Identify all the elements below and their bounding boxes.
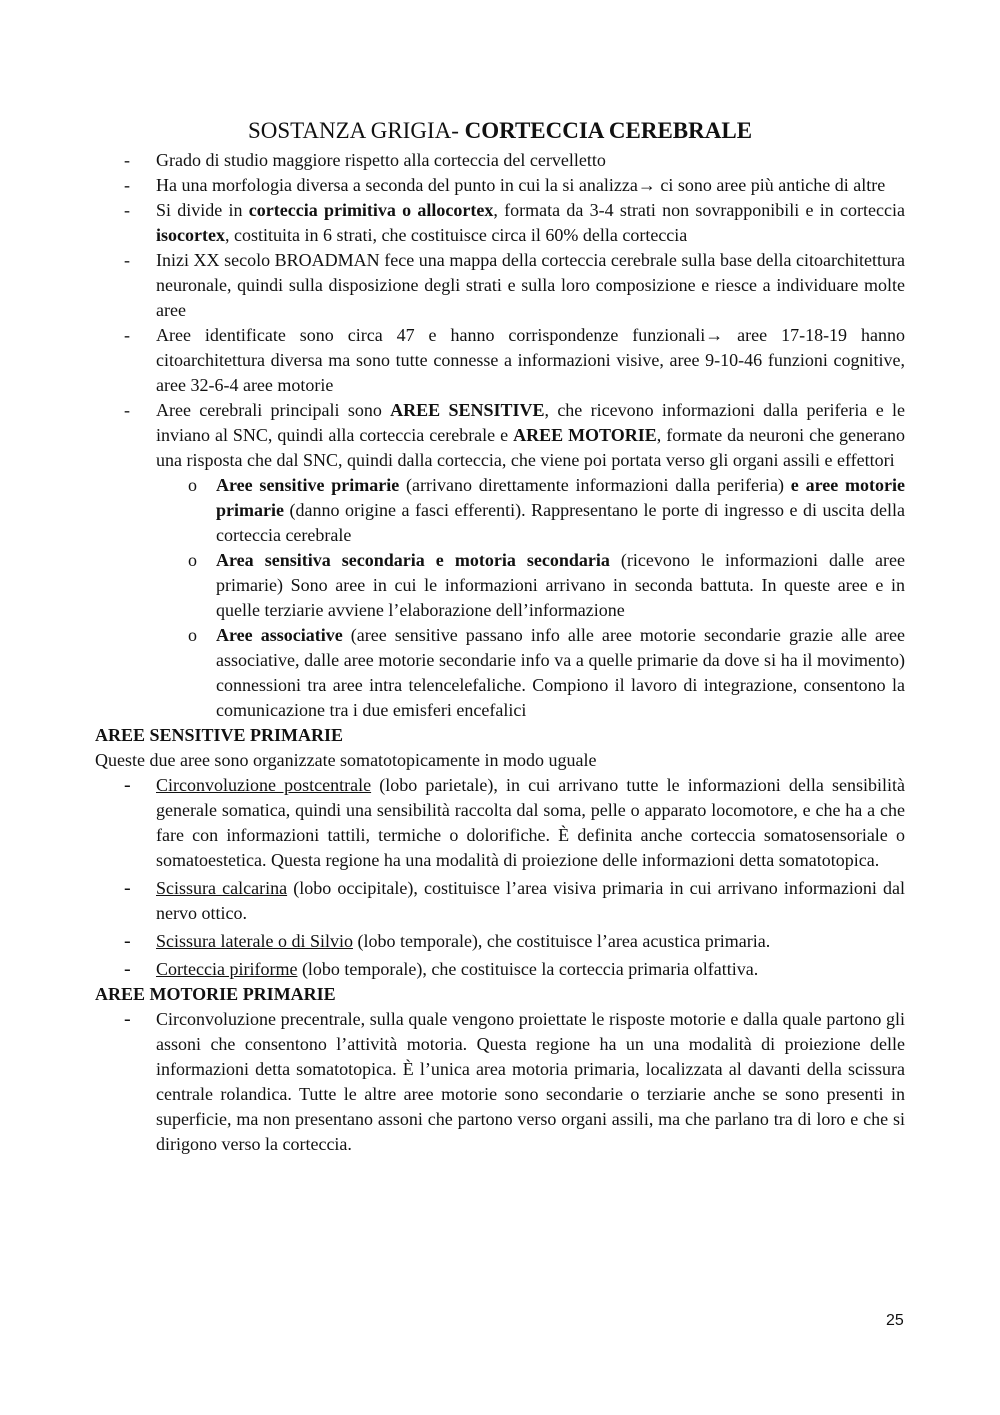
list-item [95,1007,905,1157]
item-text: , costituita in 6 strati, che costituisce circa il 60% della corteccia [224,225,688,245]
item-bold-text: AREE SENSITIVE [390,400,545,420]
page-number: 25 [886,1312,904,1329]
item-text: Inizi XX secolo BROADMAN fece una mappa della corteccia cerebrale sulla base della citoarchitettura neuronale, quindi sulla disposizione degli strati e sulla loro composizione e riesce a individuare molte aree [156,250,905,320]
circle-bullet: o [188,550,197,570]
dash-bullet: - [124,150,130,170]
item-text: aree 17-18-19 hanno citoarchitettura diversa ma sono tutte connesse a informazioni visive, aree 9-10-46 funzioni cognitive, aree 32-6-4 aree motorie [156,325,905,395]
item-bold-text: Aree associative [216,625,343,645]
list-item [95,173,905,198]
item-text: Grado di studio maggiore rispetto alla corteccia del cervelletto [156,150,606,170]
item-text: (lobo occipitale), costituisce l’area visiva primaria in cui arrivano informazioni dal nervo ottico. [156,878,906,923]
item-text: Aree cerebrali principali sono [156,400,391,420]
item-bold-text: corteccia primitiva o allocortex [248,200,494,220]
title-plain: SOSTANZA GRIGIA- [247,118,465,143]
item-underlined-text: Scissura calcarina [156,878,288,898]
list-item [95,876,905,926]
item-text: (arrivano direttamente informazioni dalla periferia) [399,475,791,495]
item-text: (ricevono le informazioni dalle aree primarie) Sono aree in cui le informazioni arrivano in seconda battuta. In queste aree e in quelle terziarie avviene l’elaborazione dell’informazione [216,550,905,620]
item-text: , formata da 3-4 strati non sovrapponibili e in corteccia [493,200,905,220]
section-heading: AREE SENSITIVE PRIMARIE [95,725,344,745]
list-item [95,148,905,173]
list-item [95,773,905,873]
page-title [0,116,1000,146]
list-item [95,398,905,473]
dash-bullet: - [124,930,131,952]
item-text: , che ricevono informazioni dalla periferia e le inviano al SNC, quindi alla corteccia cerebrale e [156,400,906,445]
item-text: Aree identificate sono circa 47 e hanno corrispondenze funzionali [156,325,706,345]
section-heading: AREE MOTORIE PRIMARIE [95,984,336,1004]
dash-bullet: - [124,325,130,345]
dash-bullet: - [124,877,131,899]
dash-bullet: - [124,175,130,195]
item-text: (lobo parietale), in cui arrivano tutte le informazioni della sensibilità generale somatica, quindi una sensibilità raccolta dal soma, pelle o apparato locomotore, e che ha a che fare con informazioni tattili, termiche o dolorifiche. È definita anche corteccia somatosensoriale o somatoestetica. Questa regione ha una modalità di proiezione delle informazioni detta somatotopica. [156,775,905,870]
item-bold-text: e aree motorie primarie [216,475,905,520]
item-text: , formate da neuroni che generano una risposta che dal SNC, quindi dalla corteccia, che viene poi portata verso gli organi assili e effettori [156,425,905,470]
sub-list-item [95,623,905,723]
sub-list-item [95,548,905,623]
dash-bullet: - [124,400,130,420]
dash-bullet: - [124,774,131,796]
item-text: Si divide in [156,200,249,220]
item-text: Ha una morfologia diversa a seconda del punto in cui la si analizza [156,175,638,195]
list-item [95,323,905,398]
section-intro: Queste due aree sono organizzate somatotopicamente in modo uguale [95,750,597,770]
dash-bullet: - [124,1008,131,1030]
item-underlined-text: Scissura laterale o di Silvio [156,931,353,951]
item-text: ci sono aree più antiche di altre [655,175,886,195]
dash-bullet: - [124,200,130,220]
item-bold-text: isocortex [156,225,225,245]
dash-bullet: - [124,958,131,980]
sub-list-item [95,473,905,548]
circle-bullet: o [188,475,197,495]
item-text: (aree sensitive passano info alle aree motorie secondarie grazie alle aree associative, dalle aree motorie secondarie info va a quelle primarie da dove si ha il movimento) connessioni tra aree intra telencelefaliche. Compiono il lavoro di integrazione, consentono la comunicazione tra i due emisferi encefalici [216,625,905,720]
item-underlined-text: Corteccia piriforme [156,959,298,979]
item-bold-text: Aree sensitive primarie [216,475,400,495]
title-bold: CORTECCIA CEREBRALE [464,118,753,143]
circle-bullet: o [188,625,197,645]
item-bold-text: Area sensitiva secondaria e motoria secondaria [216,550,610,570]
item-text: (lobo temporale), che costituisce la corteccia primaria olfattiva. [297,959,759,979]
item-text: (lobo temporale), che costituisce l’area acustica primaria. [352,931,771,951]
list-item [95,957,905,982]
dash-bullet: - [124,250,130,270]
list-item [95,929,905,954]
arrow-icon: → [705,325,724,345]
item-text: Circonvoluzione precentrale, sulla quale vengono proiettate le risposte motorie e dalla quale partono gli assoni che consentono l’attività motoria. Questa regione ha un una modalità di proiezione delle informazioni detta somatotopica. È l’unica area motoria primaria, localizzata al davanti della scissura centrale rolandica. Tutte le altre aree motorie sono secondarie o terziarie anche se sono presenti in superficie, ma non presentano assoni che partono verso organi assili, ma che parlano tra di loro e che si dirigono verso la corteccia. [156,1009,905,1154]
item-bold-text: AREE MOTORIE [513,425,657,445]
arrow-icon: → [637,175,656,195]
item-text: (danno origine a fasci efferenti). Rappresentano le porte di ingresso e di uscita della corteccia cerebrale [216,500,905,545]
document-body [95,148,905,1157]
item-underlined-text: Circonvoluzione postcentrale [156,775,372,795]
list-item [95,248,905,323]
list-item [95,198,905,248]
